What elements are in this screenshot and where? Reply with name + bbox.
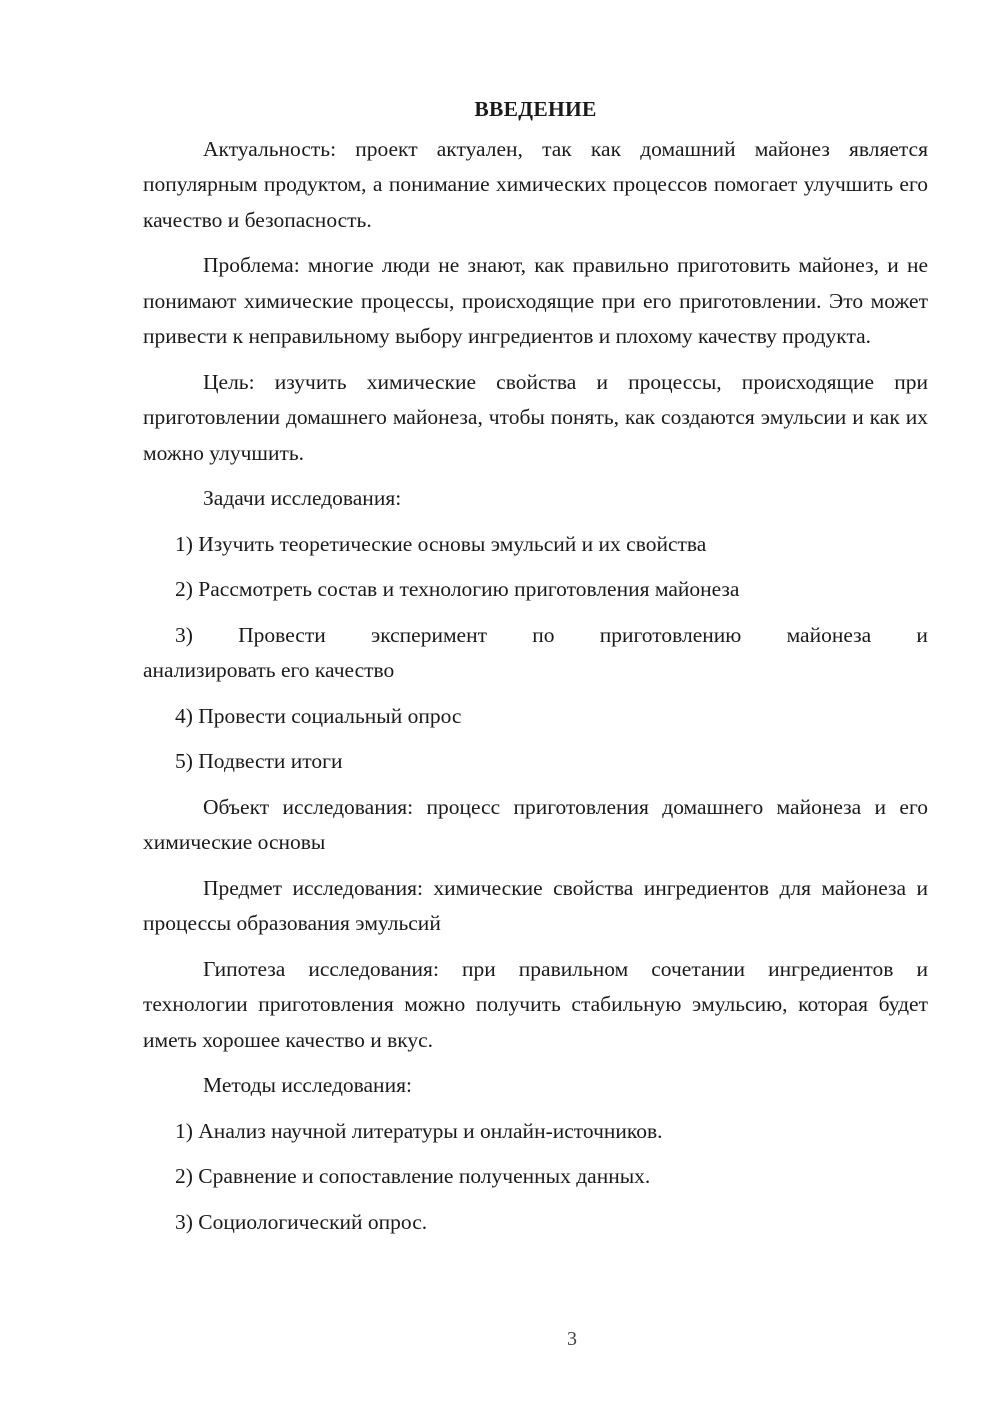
object-paragraph: Объект исследования: процесс приготовления домашнего майонеза и его химические основы [143,794,928,854]
task-item-3-word: и [916,622,928,647]
task-item-4: 4) Провести социальный опрос [175,703,462,728]
task-item-3-word: 3) [175,622,193,647]
task-item-3-word: эксперимент [370,622,488,647]
task-item-3-word: майонеза [786,622,872,647]
task-item-3-continuation: анализировать его качество [143,658,395,682]
subject-paragraph: Предмет исследования: химические свойства ингредиентов для майонеза и процессы образования эмульсий [143,875,928,935]
method-item-2: 2) Сравнение и сопоставление полученных данных. [175,1164,651,1188]
tasks-title: Задачи исследования: [203,486,402,510]
task-item-3 [143,618,928,689]
problem-paragraph: Проблема: многие люди не знают, как правильно приготовить майонез, и не понимают химические процессы, происходящие при его приготовлении. Это может привести к неправильному выбору ингредиентов и плохому качеству продукта. [143,253,928,348]
methods-title: Методы исследования: [203,1073,412,1097]
goal-paragraph: Цель: изучить химические свойства и процессы, происходящие при приготовлении домашнего майонеза, чтобы понять, как создаются эмульсии и как их можно улучшить. [143,369,928,465]
task-item-5: 5) Подвести итоги [175,749,343,773]
task-item-1: 1) Изучить теоретические основы эмульсий и их свойства [175,531,707,556]
document-page [143,92,928,1250]
page-number: 3 [567,1328,577,1350]
hypothesis-paragraph: Гипотеза исследования: при правильном сочетании ингредиентов и технологии приготовления можно получить стабильную эмульсию, которая будет иметь хорошее качество и вкус. [143,956,928,1052]
task-item-3-word: приготовлению [599,622,742,647]
section-heading: ВВЕДЕНИЕ [474,97,597,121]
task-item-3-word: по [532,622,555,647]
method-item-1: 1) Анализ научной литературы и онлайн-источников. [175,1118,663,1143]
task-item-3-line [143,618,928,654]
relevance-paragraph: Актуальность: проект актуален, так как домашний майонез является популярным продуктом, а понимание химических процессов помогает улучшить его качество и безопасность. [143,136,928,232]
task-item-3-word: Провести [238,622,326,647]
method-item-3: 3) Социологический опрос. [175,1209,428,1234]
task-item-2: 2) Рассмотреть состав и технологию приготовления майонеза [175,577,740,601]
